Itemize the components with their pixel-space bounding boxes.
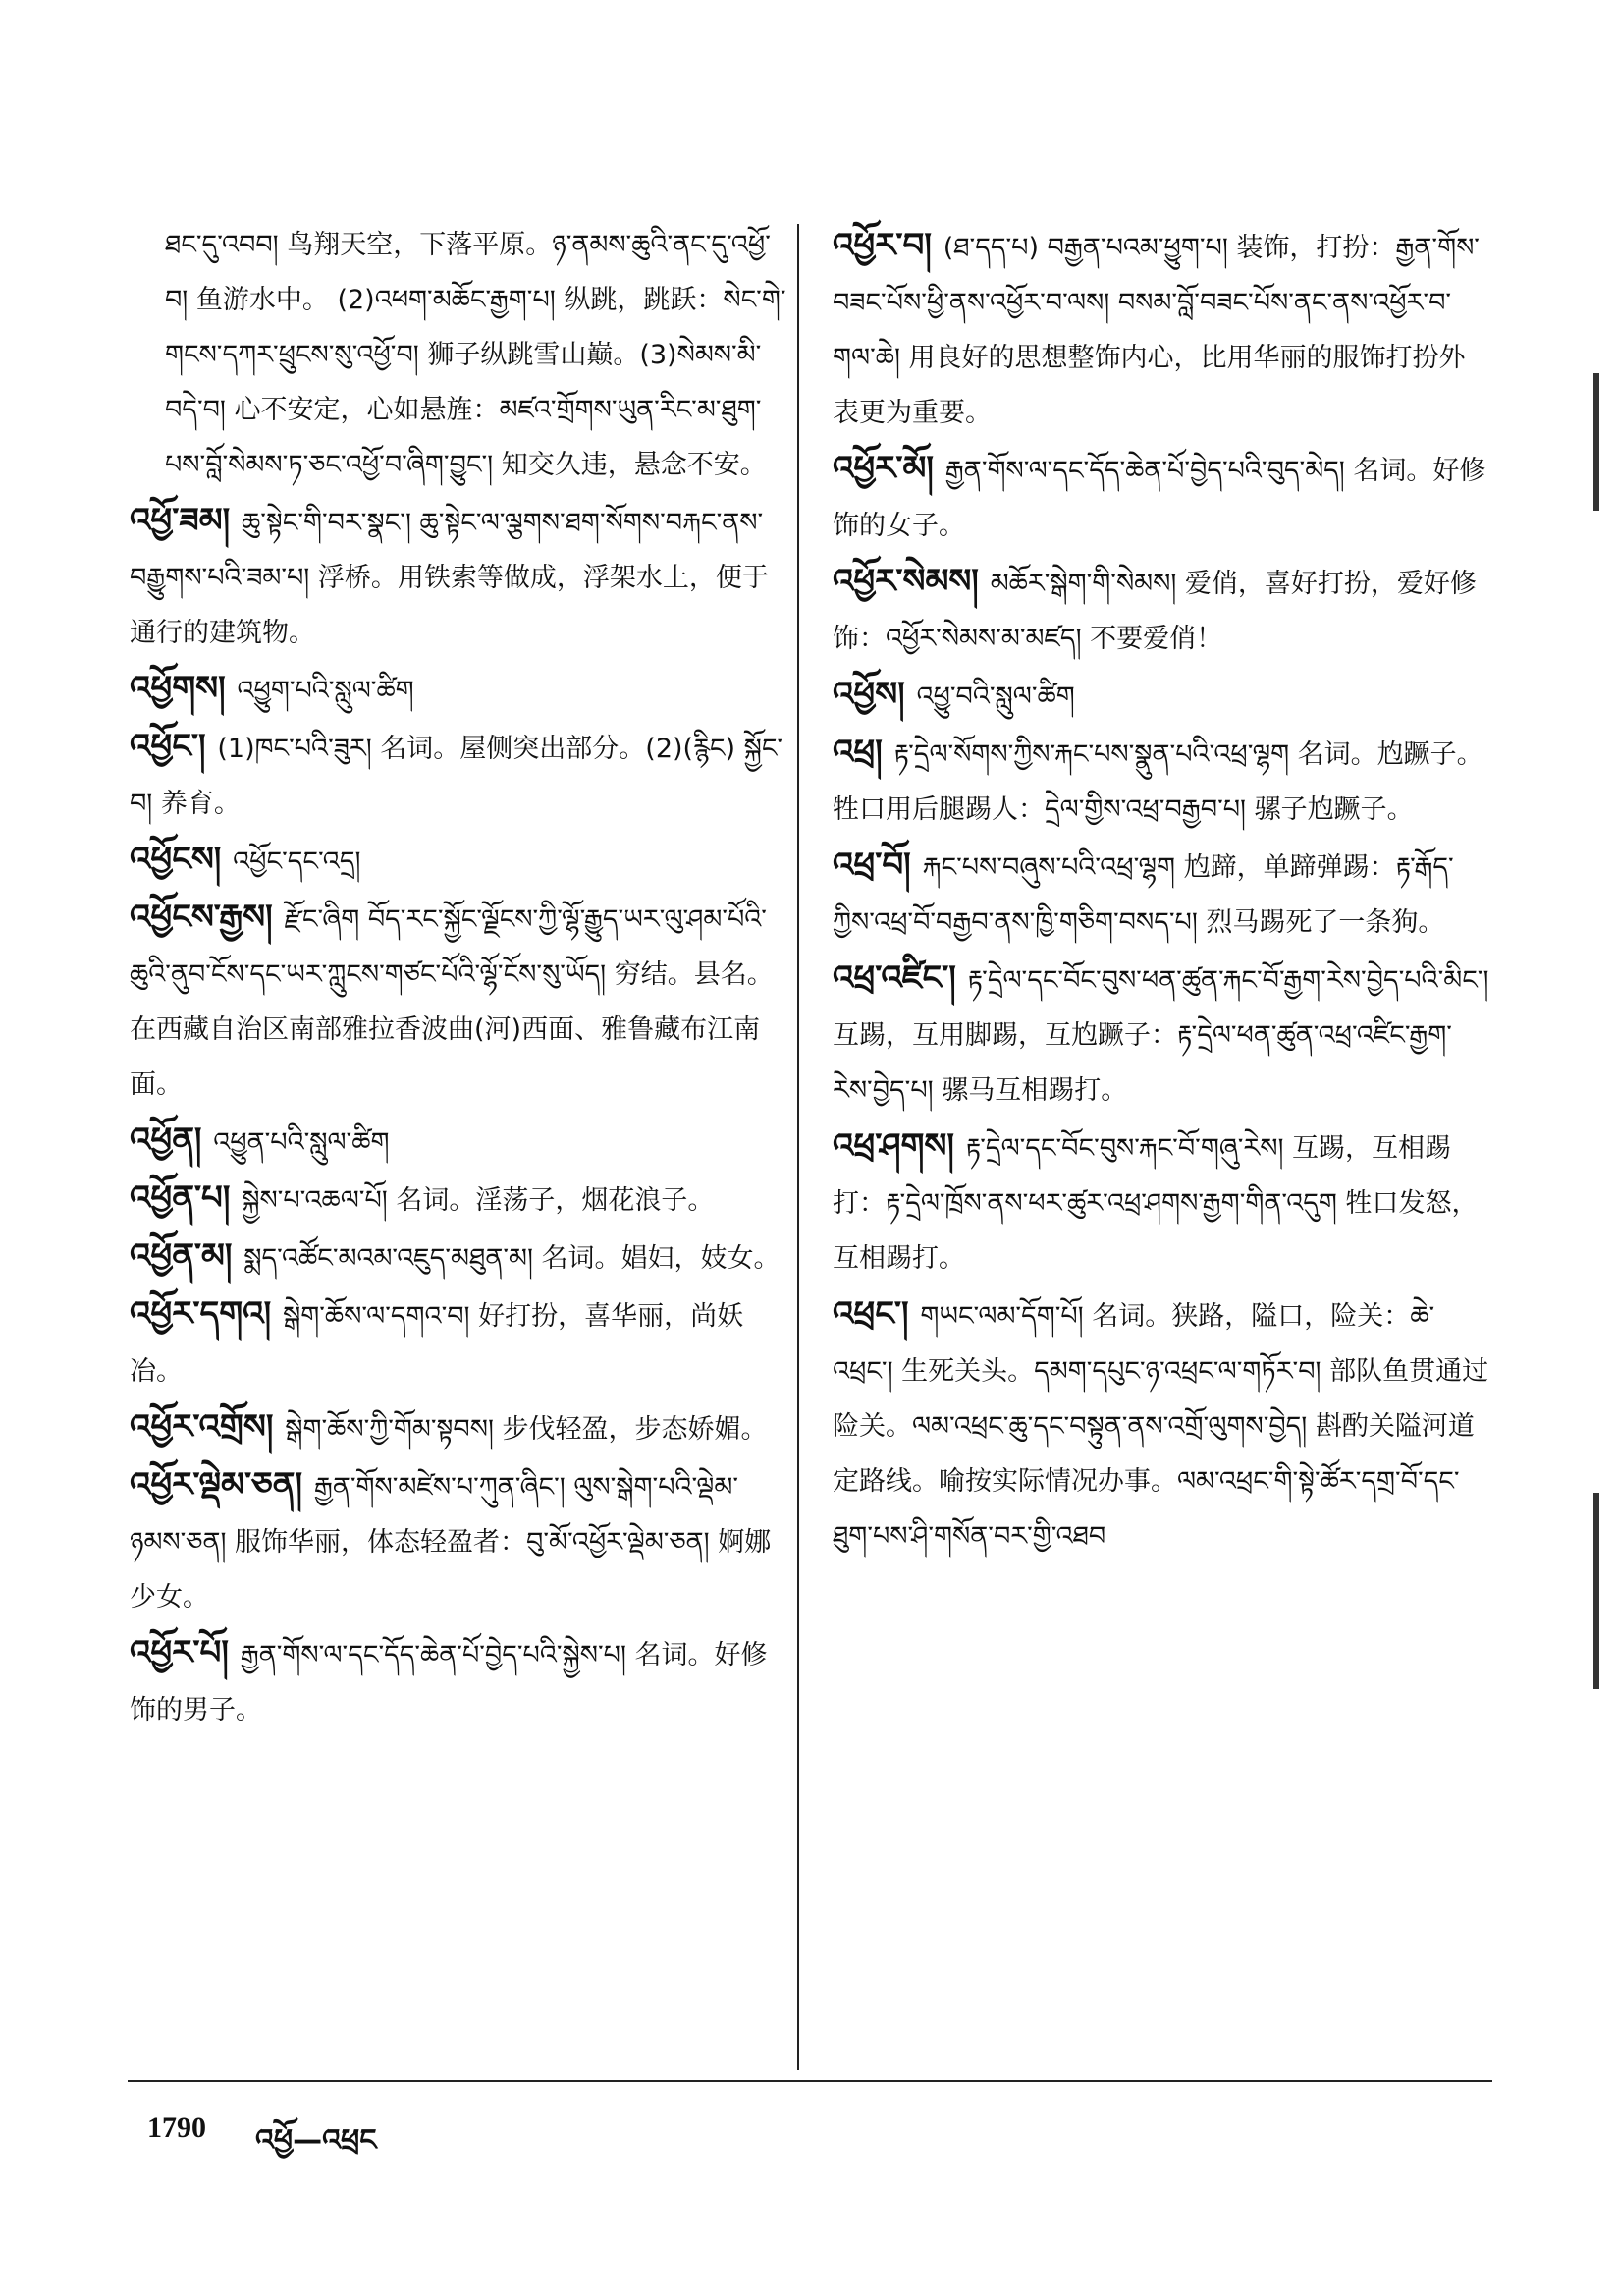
entry-definition: མཆོར་སྒེག་གི་སེམས། 爱俏，喜好打扮，爱好修饰：འཕྱོར་སེམས་མ་མཛད། 不要爱俏！ (833, 569, 1477, 654)
entry-definition: རྟ་དྲེལ་དང་བོང་བུས་རྐང་བོ་གཞུ་རེས། 互踢，互相踢打：རྟ་དྲེལ་ཁྲོས་ནས་ཕར་ཚུར་འཕྲ་ཤགས་རྒྱག་གིན་འདུག 牲口发怒，互相踢打。 (833, 1133, 1479, 1274)
entry-headword: འཕྲ་བོ། (833, 846, 923, 885)
page-number: 1790 (147, 2111, 206, 2144)
dictionary-entry (833, 951, 1490, 1119)
dictionary-entry (130, 719, 787, 832)
entry-definition: འཕྱུག་པའི་སླུལ་ཚིག (237, 676, 414, 706)
entry-headword: འཕྱོར་མོ། (833, 449, 945, 488)
entry-definition: ཆུ་སྟེང་གི་བར་སྣང་། ཆུ་སྟེང་ལ་ལྕགས་ཐག་སོགས་བརྐང་ནས་བརྒྱུགས་པའི་ཟམ་པ། 浮桥。用铁索等做成，浮架水上，便于通行的建筑物。 (130, 508, 769, 648)
dictionary-entry (130, 493, 787, 661)
entry-definition: རྟ་དྲེལ་དང་བོང་བུས་ཕན་ཚུན་རྐང་བོ་རྒྱག་རེས་བྱེད་པའི་མིང་། 互踢，互用脚踢，互尥蹶子：རྟ་དྲེལ་ཕན་ཚུན་འཕྲ་འཛིང་རྒྱག་རེས་བྱེད་པ། 骡马互相踢打。 (833, 965, 1489, 1106)
entry-headword: འཕྲ་ཤགས། (833, 1126, 966, 1166)
entry-headword: འཕྱོང་། (130, 727, 218, 766)
entry-definition: རྒྱན་གོས་མཛེས་པ་ཀུན་ཞིང་། ལུས་སྒེག་པའི་ལྡེམ་ཉམས་ཅན། 服饰华丽，体态轻盈者：བུ་མོ་འཕྱོར་ལྡེམ་ཅན། 婀娜少女。 (130, 1472, 772, 1613)
page-range: འཕྱོ—འཕྲང (255, 2123, 377, 2158)
entry-headword: འཕྱོ་ཟམ། (130, 501, 242, 540)
entry-definition: འཕྱུ་བའི་སླུལ་ཚིག (916, 682, 1075, 712)
entry-headword: འཕྱོར་འགྲོས། (130, 1407, 286, 1447)
entry-headword: འཕྲ་འཛིང་། (833, 958, 968, 998)
entry-definition: སྒེག་ཆོས་ལ་དགའ་བ། 好打扮，喜华丽，尚妖冶。 (130, 1301, 744, 1387)
entry-headword: འཕྱོར་ལྡེམ་ཅན། (130, 1465, 314, 1504)
dictionary-entry (130, 832, 787, 890)
entry-definition: སྐྱེས་པ་འཆལ་པོ། 名词。淫荡子，烟花浪子。 (242, 1185, 715, 1216)
entry-definition: རྒྱན་གོས་ལ་དང་དོད་ཆེན་པོ་བྱེད་པའི་སྐྱེས་པ། 名词。好修饰的男子。 (130, 1640, 768, 1725)
dictionary-entry (833, 1286, 1490, 1564)
entry-definition: རྟ་དྲེལ་སོགས་ཀྱིས་རྐང་པས་སྣུན་པའི་འཕྲ་ལྷག 名词。尥蹶子。牲口用后腿踢人：དྲེལ་གྱིས་འཕྲ་བརྒྱབ་པ། 骡子尥蹶子。 (833, 739, 1483, 825)
dictionary-entry (130, 1113, 787, 1171)
dictionary-entry (833, 441, 1490, 554)
dictionary-entry (130, 1625, 787, 1738)
entry-definition: (1)ཁང་པའི་ཟུར། 名词。屋侧突出部分。(2)(རྙིང) སྐྱོང་བ། 养育。 (130, 734, 783, 819)
entry-headword: འཕྱོར་དགའ། (130, 1294, 283, 1334)
entry-headword: འཕྱོགས། (130, 669, 238, 708)
entry-definition: སྒེག་ཆོས་ཀྱི་གོམ་སྟབས། 步伐轻盈，步态娇媚。 (285, 1414, 768, 1445)
dictionary-entry (833, 1119, 1490, 1286)
entry-headword: འཕྱོངས་རྒྱས། (130, 898, 285, 937)
entry-headword: འཕྲང་། (833, 1294, 921, 1334)
dictionary-entry (833, 667, 1490, 725)
entry-headword: འཕྱོར་བ། (833, 226, 943, 265)
dictionary-entry (130, 1399, 787, 1457)
entry-definition: རྫོང་ཞིག བོད་རང་སྐྱོང་ལྗོངས་ཀྱི་ལྷོ་རྒྱུད་ཡར་ལུ་ཤམ་པོའི་ཆུའི་ནུབ་ངོས་དང་ཡར་ཀླུངས་གཙང་པོའི་ལྷོ་ངོས་སུ་ཡོད། 穷结。县名。在西藏自治区南部雅拉香波曲(河)西面、雅鲁藏布江南面。 (130, 904, 774, 1100)
left-column (130, 218, 787, 1738)
entry-definition: ཐང་དུ་འབབ། 鸟翔天空，下落平原。ཉ་ནམས་ཆུའི་ནང་དུ་འཕྱོ་བ། 鱼游水中。 (2)འཕག་མཆོང་རྒྱག་པ། 纵跳，跳跃：སེང་གེ་གངས་དཀར་ཕྲུངས་སུ་འཕྱོ་བ། 狮子纵跳雪山巅。(3)སེམས་མི་བདེ་བ། 心不安定，心如悬旌：མཛའ་གྲོགས་ཡུན་རིང་མ་ཐུག་པས་བློ་སེམས་ཏ་ཅང་འཕྱོ་བ་ཞིག་བྱུང་། 知交久违，悬念不安。 (165, 230, 786, 480)
entry-headword: འཕྱོན་པ། (130, 1178, 243, 1218)
entry-headword: འཕྱོན། (130, 1121, 214, 1160)
dictionary-entry (130, 1229, 787, 1286)
dictionary-entry (130, 218, 787, 493)
right-column (833, 218, 1490, 1564)
dictionary-entry (833, 218, 1490, 441)
dictionary-entry (833, 725, 1490, 838)
edge-mark (1593, 1493, 1599, 1689)
entry-definition: འཕྱོང་དང་འདྲ། (233, 847, 361, 877)
entry-definition: སྨད་འཚོང་མའམ་འཇུད་མཐུན་མ། 名词。娼妇，妓女。 (243, 1243, 781, 1274)
entry-headword: འཕྱོར་སེམས། (833, 562, 991, 601)
dictionary-entry (130, 1286, 787, 1399)
edge-mark (1593, 373, 1599, 511)
entry-definition: (ཐ་དད་པ) བརྒྱན་པའམ་ཕྱུག་པ། 装饰，打扮：རྒྱན་གོས་བཟང་པོས་ཕྱི་ནས་འཕྱོར་བ་ལས། བསམ་བློ་བཟང་པོས་ནང་ནས་འཕྱོར་བ་གལ་ཆེ། 用良好的思想整饰内心，比用华丽的服饰打扮外表更为重要。 (833, 233, 1480, 428)
entry-headword: འཕྱོན་མ། (130, 1236, 244, 1276)
dictionary-entry (833, 554, 1490, 667)
entry-definition: འཕྱུན་པའི་སླུལ་ཚིག (213, 1127, 390, 1158)
entry-definition: གཡང་ལམ་དོག་པོ། 名词。狭路，隘口，险关：ཆེ་འཕྲང་། 生死关头。དམག་དཔུང་ཉ་འཕྲང་ལ་གཏོར་བ། 部队鱼贯通过险关。ལམ་འཕྲང་ཆུ་དང་བསྟུན་ནས་འགྲོ་ལུགས་བྱེད། 斟酌关隘河道定路线。喻按实际情况办事。ལམ་འཕྲང་གི་སྟེ་ཚོར་དགྲ་བོ་དང་ཐུག་པས་ཤི་གསོན་བར་གྱི་འཐབ (833, 1301, 1489, 1552)
footer-rule (128, 2080, 1492, 2082)
entry-headword: འཕྲ། (833, 733, 894, 772)
entry-headword: འཕྱོས། (833, 675, 917, 714)
entry-definition: རྐང་པས་བཞུས་པའི་འཕྲ་ལྷག 尥蹄，单蹄弹踢：རྟ་རྒོད་ཀྱིས་འཕྲ་བོ་བརྒྱབ་ནས་ཁྱི་གཅིག་བསད་པ། 烈马踢死了一条狗。 (833, 852, 1454, 938)
dictionary-entry (130, 890, 787, 1113)
entry-headword: འཕྱོངས། (130, 840, 234, 879)
dictionary-entry (130, 1171, 787, 1229)
column-divider (797, 224, 799, 2070)
dictionary-entry (130, 661, 787, 719)
dictionary-entry (130, 1457, 787, 1625)
entry-headword: འཕྱོར་པོ། (130, 1633, 241, 1672)
entry-definition: རྒྱན་གོས་ལ་དང་དོད་ཆེན་པོ་བྱེད་པའི་བུད་མེད། 名词。好修饰的女子。 (833, 456, 1486, 541)
dictionary-entry (833, 838, 1490, 951)
